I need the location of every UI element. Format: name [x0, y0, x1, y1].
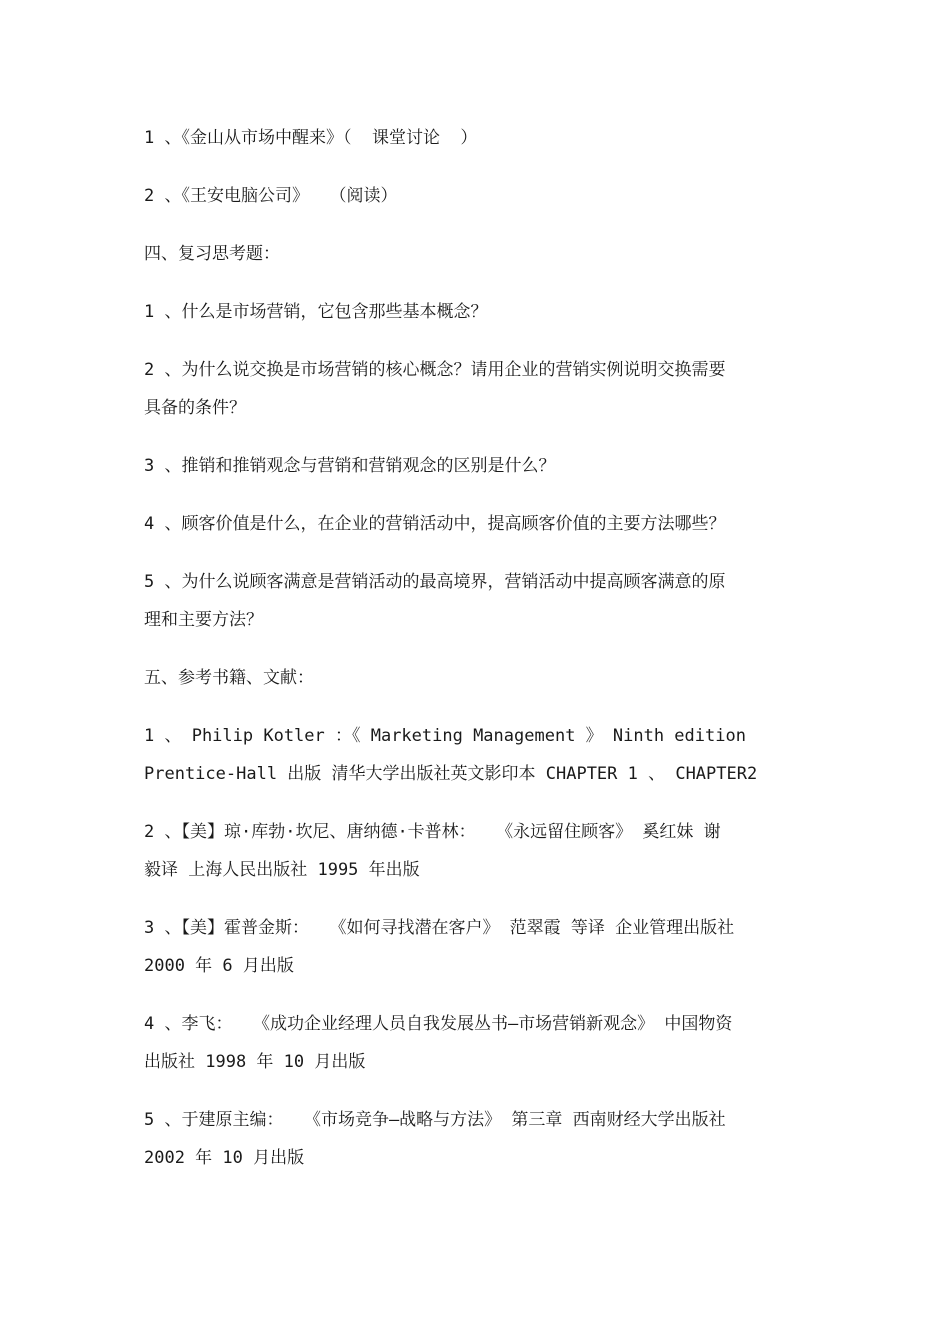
reference-1-line-1: 1 、 Philip Kotler ：《 Marketing Management 》 Ninth edition: [144, 726, 746, 746]
reference-5-line-1: 5 、于建原主编： 《市场竞争—战略与方法》 第三章 西南财经大学出版社: [144, 1110, 726, 1130]
reference-2-line-1: 2 、【美】琼·库勃·坎尼、唐纳德·卡普林： 《永远留住顾客》 奚红妹 谢: [144, 822, 721, 842]
reference-4-line-2: 出版社 1998 年 10 月出版: [144, 1052, 366, 1072]
review-question-4: 4 、顾客价值是什么，在企业的营销活动中，提高顾客价值的主要方法哪些？: [144, 514, 726, 534]
review-question-2-line-1: 2 、为什么说交换是市场营销的核心概念？请用企业的营销实例说明交换需要: [144, 360, 726, 380]
review-question-1: 1 、什么是市场营销，它包含那些基本概念？: [144, 302, 488, 322]
review-heading: 四、复习思考题：: [144, 244, 280, 264]
reference-4-line-1: 4 、李飞： 《成功企业经理人员自我发展丛书—市场营销新观念》 中国物资: [144, 1014, 733, 1034]
references-heading: 五、参考书籍、文献：: [144, 668, 314, 688]
review-question-3: 3 、推销和推销观念与营销和营销观念的区别是什么？: [144, 456, 556, 476]
case-item-1: 1 、《金山从市场中醒来》（ 课堂讨论 ）: [144, 128, 478, 148]
reference-3-line-1: 3 、【美】霍普金斯： 《如何寻找潜在客户》 范翠霞 等译 企业管理出版社: [144, 918, 735, 938]
reference-2-line-2: 毅译 上海人民出版社 1995 年出版: [144, 860, 420, 880]
review-question-5-line-1: 5 、为什么说顾客满意是营销活动的最高境界，营销活动中提高顾客满意的原: [144, 572, 726, 592]
reference-5-line-2: 2002 年 10 月出版: [144, 1148, 305, 1168]
review-question-5-line-2: 理和主要方法？: [144, 610, 263, 630]
reference-1-line-2: Prentice-Hall 出版 清华大学出版社英文影印本 CHAPTER 1 、 CHAPTER2: [144, 764, 758, 784]
reference-3-line-2: 2000 年 6 月出版: [144, 956, 294, 976]
case-item-2: 2 、《王安电脑公司》 （阅读）: [144, 186, 398, 206]
review-question-2-line-2: 具备的条件？: [144, 398, 246, 418]
